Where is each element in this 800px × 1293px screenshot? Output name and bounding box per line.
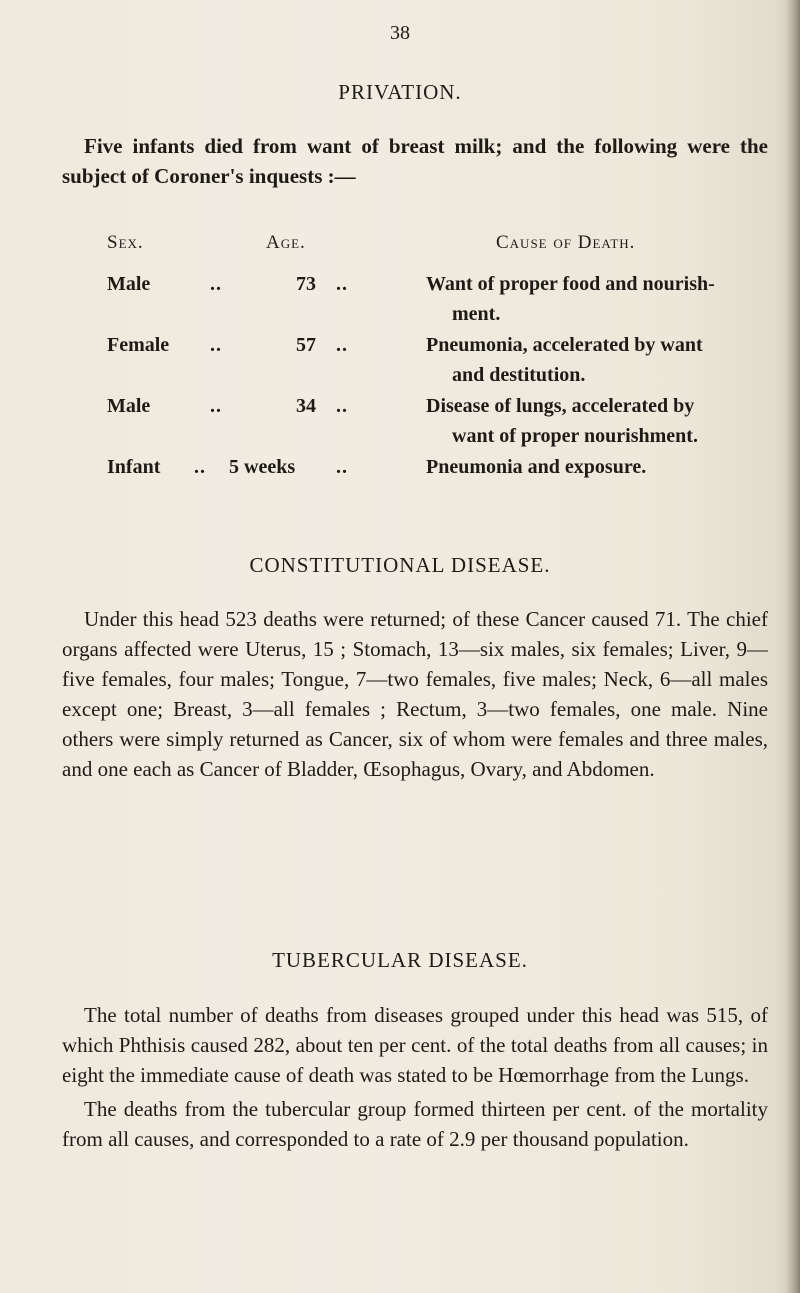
table-row-3-cause-line-1: Disease of lungs, accelerated by bbox=[426, 395, 695, 417]
column-header-age: Age. bbox=[266, 232, 306, 253]
tubercular-heading: TUBERCULAR DISEASE. bbox=[272, 948, 528, 972]
table-row-1-leader-2: .. bbox=[336, 273, 348, 295]
tubercular-section bbox=[62, 1000, 768, 1154]
privation-intro-text: Five infants died from want of breast milk; and the following were the subject of Coroner's inquests :— bbox=[62, 134, 768, 188]
constitutional-section bbox=[62, 604, 768, 784]
table-row-2-cause-line-1: Pneumonia, accelerated by want bbox=[426, 334, 703, 356]
table-row-1-leader-1: .. bbox=[210, 273, 222, 295]
table-row-3-leader-2: .. bbox=[336, 395, 348, 417]
table-row-1-sex: Male bbox=[107, 273, 151, 295]
table-row-3-cause-line-2: want of proper nourishment. bbox=[452, 425, 698, 447]
tubercular-paragraph-2: The deaths from the tubercular group formed thirteen per cent. of the mortality from all causes, and corresponded to a rate of 2.9 per thousand population. bbox=[62, 1097, 768, 1151]
table-row-3-cause bbox=[426, 391, 740, 451]
table-row-4-leader-2: .. bbox=[336, 456, 348, 478]
table-row-4-sex: Infant bbox=[107, 456, 161, 478]
table-row-4-cause bbox=[426, 452, 740, 482]
table-row-1-cause-line-1: Want of proper food and nourish- bbox=[426, 273, 715, 295]
table-row-1-cause-line-2: ment. bbox=[452, 303, 501, 325]
table-row-2-age: 57 bbox=[296, 334, 316, 356]
column-header-sex: Sex. bbox=[107, 232, 144, 253]
constitutional-paragraph: Under this head 523 deaths were returned; of these Cancer caused 71. The chief organs affected were Uterus, 15 ; Stomach, 13—six males, six females; Liver, 9—five females, four males; Tongue, 7—two females, five males; Neck, 6—all males except one; Breast, 3—all females ; Rectum, 3—two females, one male. Nine others were simply returned as Cancer, six of whom were females and three males, and one each as Cancer of Bladder, Œsophagus, Ovary, and Abdomen. bbox=[62, 607, 768, 781]
table-row-2-cause bbox=[426, 330, 740, 390]
table-row-4-leader-1: .. bbox=[194, 456, 206, 478]
privation-intro bbox=[62, 131, 768, 191]
constitutional-heading: CONSTITUTIONAL DISEASE. bbox=[249, 553, 551, 577]
table-row-1-cause bbox=[426, 269, 740, 329]
table-row-3-sex: Male bbox=[107, 395, 151, 417]
table-row-2-leader-2: .. bbox=[336, 334, 348, 356]
table-row-2-sex: Female bbox=[107, 334, 170, 356]
table-row-2-cause-line-2: and destitution. bbox=[452, 364, 586, 386]
tubercular-paragraph-1: The total number of deaths from diseases grouped under this head was 515, of which Phthisis caused 282, about ten per cent. of the total deaths from all causes; in eight the immediate cause of death was stated to be Hœmorrhage from the Lungs. bbox=[62, 1003, 768, 1087]
table-row-2-leader-1: .. bbox=[210, 334, 222, 356]
column-header-cause: Cause of Death. bbox=[496, 232, 636, 253]
privation-heading: PRIVATION. bbox=[338, 80, 462, 104]
table-row-3-age: 34 bbox=[296, 395, 316, 417]
page-number: 38 bbox=[390, 22, 410, 44]
table-row-4-cause-line-1: Pneumonia and exposure. bbox=[426, 456, 647, 478]
page-edge-shadow bbox=[786, 0, 800, 1293]
table-row-3-leader-1: .. bbox=[210, 395, 222, 417]
table-row-4-age: 5 weeks bbox=[229, 456, 296, 478]
table-row-1-age: 73 bbox=[296, 273, 316, 295]
